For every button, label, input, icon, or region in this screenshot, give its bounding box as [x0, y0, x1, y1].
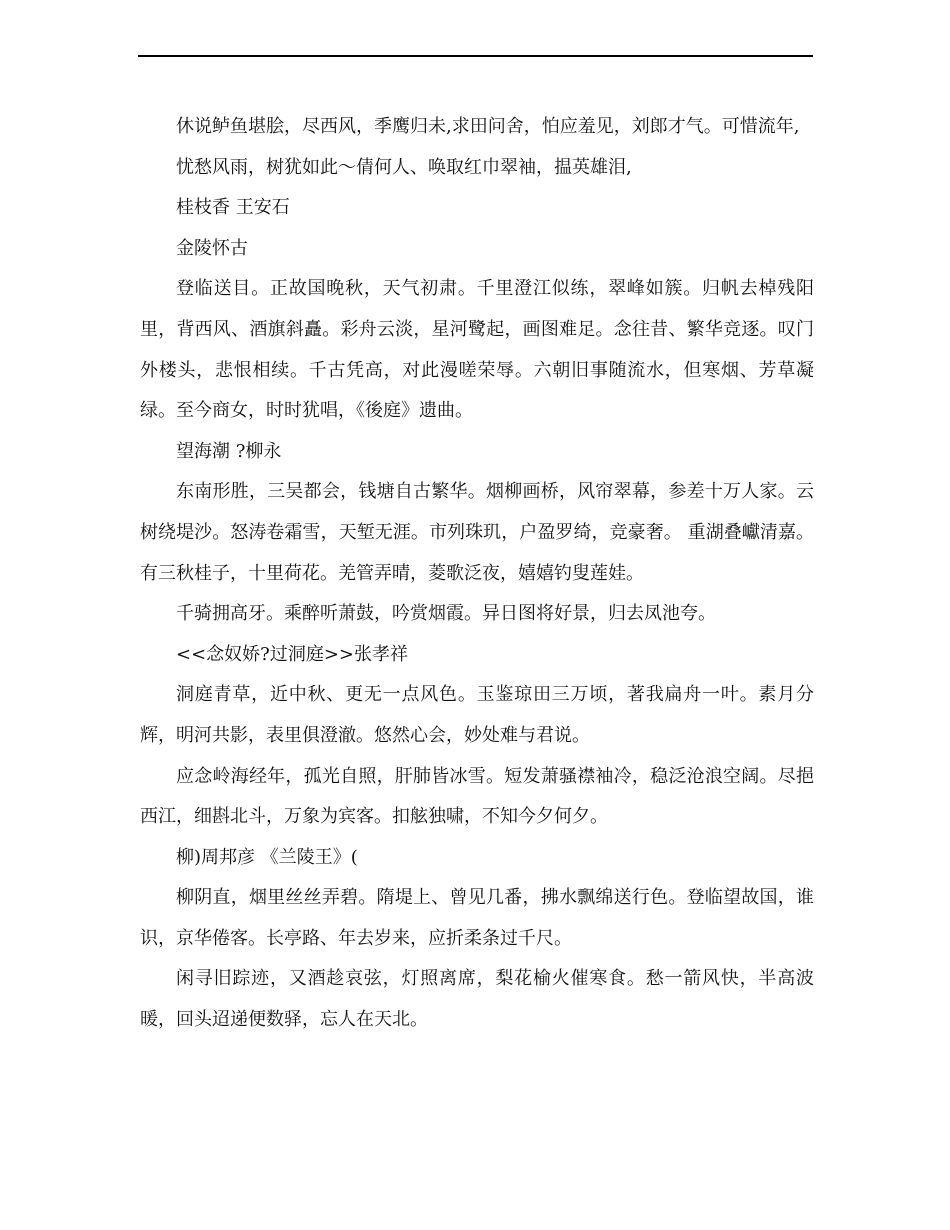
- paragraph: 洞庭青草，近中秋、更无一点风色。玉鉴琼田三万顷，著我扁舟一叶。素月分辉，明河共影，表里俱澄澈。悠然心会，妙处难与君说。: [140, 684, 814, 746]
- paragraph: 应念岭海经年，孤光自照，肝肺皆冰雪。短发萧骚襟袖冷，稳泛沧浪空阔。尽挹西江，细斟北斗，万象为宾客。扣舷独啸，不知今夕何夕。: [140, 765, 814, 828]
- poem-title: 桂枝香 王安石: [176, 197, 290, 219]
- header-rule: [138, 55, 813, 57]
- poem-title: 望海潮 ?柳永: [176, 440, 282, 462]
- paragraph: 闲寻旧踪迹，又酒趁哀弦，灯照离席，梨花榆火催寒食。愁一箭风快，半高波暖，回头迢递便数驿，忘人在天北。: [140, 968, 814, 1031]
- paragraph: 东南形胜，三吴都会，钱塘自古繁华。烟柳画桥，风帘翠幕，参差十万人家。云树绕堤沙。怒涛卷霜雪，天堑无涯。市列珠玑，户盈罗绮，竞豪奢。 重湖叠巘清嘉。有三秋桂子，十里荷花。羌管弄晴，菱歌泛夜，嬉嬉钓叟莲娃。: [140, 481, 814, 584]
- paragraph: 休说鲈鱼堪脍，尽西风，季鹰归未,求田问舍，怕应羞见，刘郎才气。可惜流年,: [176, 116, 800, 137]
- paragraph: 登临送目。正故国晚秋，天气初肃。千里澄江似练，翠峰如簇。归帆去棹残阳里，背西风、酒旗斜矗。彩舟云淡，星河鹭起，画图难足。念往昔、繁华竞逐。叹门外楼头，悲恨相续。千古凭高，对此漫嗟荣辱。六朝旧事随流水，但寒烟、芳草凝绿。至今商女，时时犹唱，《後庭》遗曲。: [140, 278, 814, 422]
- poem-title: 柳)周邦彦 《兰陵王》(: [176, 846, 358, 868]
- paragraph: 忧愁风雨，树犹如此～倩何人、唤取红巾翠袖，揾英雄泪,: [176, 156, 632, 178]
- document-body: [140, 107, 814, 1041]
- paragraph: 千骑拥高牙。乘醉听萧鼓，吟赏烟霞。异日图将好景，归去凤池夸。: [176, 603, 716, 625]
- paragraph: 柳阴直，烟里丝丝弄碧。隋堤上、曾见几番，拂水飘绵送行色。登临望故国，谁识，京华倦客。长亭路、年去岁来，应折柔条过千尺。: [140, 887, 814, 949]
- poem-subtitle: 金陵怀古: [176, 237, 248, 259]
- poem-title: <<念奴娇?过洞庭>>张孝祥: [176, 643, 408, 665]
